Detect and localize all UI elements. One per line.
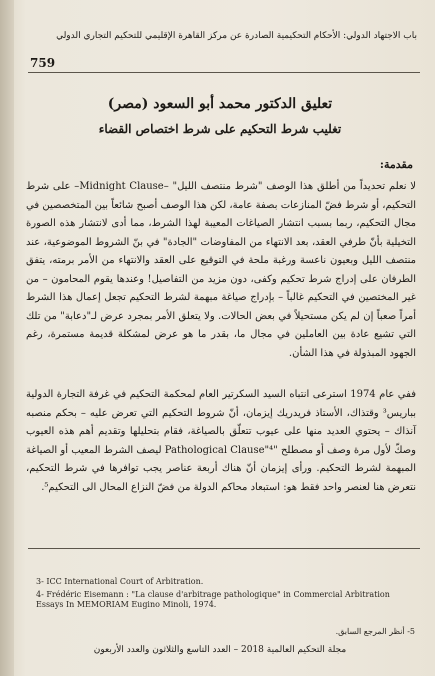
footnote-5: 5- أنظر المرجع السابق. (335, 627, 415, 636)
running-header: باب الاجتهاد الدولي: الأحكام التحكيمية الصادرة عن مركز القاهرة الإقليمي للتحكيم التجاري الدولي (56, 31, 417, 41)
section-heading: مقدمة: (379, 158, 413, 171)
footnote-4: 4- Frédéric Eisemann : "La clause d'arbitrage pathologique" in Commercial Arbitration Essays In MEMORIAM Eugino Minoli, 1974. (36, 590, 390, 609)
journal-footer: مجلة التحكيم العالمية 2018 – العدد التاسع والثلاثون والعدد الأربعون (93, 645, 347, 655)
book-gutter (0, 0, 14, 676)
body-paragraph-1: لا نعلم تحديداً من أطلق هذا الوصف "شرط منتصف الليل" –Midnight Clause– على شرط التحكيم، أو شرط فضّ المنازعات بصفة عامة، لكن هذا الوصف أصبح شائعاً بين المتخصصين في مجال التحكيم، ربما بسبب انتشار الصياغات المعيبة لهذا الشرط، مما أدى لانتشار هذه الصورة التخيلية بأنّ طرفي العقد، بعد الانتهاء من المفاوضات "الجادة" في بنّ الشروط الموضوعية، عند منتصف الليل وبعيون ناعسة ورغبة ملحة في التوقيع على العقد والانتهاء من الأمر برمته، يتفق الطرفان على إدراج شرط تحكيم وكفى، دون مزيد من التفاصيل! وعندها يقوم المحامون – من غير المختصين في التحكيم غالباً – بإدراج صياغة مبهمة لشرط التحكيم تجعل إعمال هذا الشرط أمراً صعباً إن لم يكن مستحيلاً في بعض الحالات. ولا يتعلق الأمر بمجرد عرض لـ"دعابة" من تلك التي تشيع عادة بين العاملين في مجال ما، بقدر ما هو عرض لمشكلة قديمة مستمرة، رغم الجهود المبذولة في هذا الشأن. (26, 181, 416, 359)
header-divider (28, 72, 420, 73)
article-subtitle: تغليب شرط التحكيم على شرط اختصاص القضاء (98, 122, 342, 136)
footnote-3: 3- ICC International Court of Arbitration. (36, 577, 204, 586)
article-title: تعليق الدكتور محمد أبو السعود (مصر) (107, 96, 333, 112)
page-number: 759 (30, 56, 56, 70)
footnote-divider (28, 548, 420, 549)
body-paragraph-2: ففي عام 1974 استرعى انتباه السيد السكرتير العام لمحكمة التحكيم في غرفة التجارة الدولية بباريس³ وقتذاك، الأستاذ فريدريك إيزمان، أنّ شروط التحكيم التي تعرض عليه – بحكم منصبه آنذاك – يحتوي العديد منها على عيوب تتعلّق بالصياغة، فقام بتحليلها وتقديم أهم هذه العيوب وصكّ لأول مرة وصف أو مصطلح "Pathological Clause"⁴ ليصف الشرط المعيب أو الصياغة المبهمة لشرط التحكيم. ورأى إيزمان أنّ هناك أربعة عناصر يجب توافرها في شرط التحكيم، نتعرض هنا لعنصر واحد فقط هو: استبعاد محاكم الدولة من فضّ النزاع المحال الى التحكيم⁵. (26, 389, 416, 493)
